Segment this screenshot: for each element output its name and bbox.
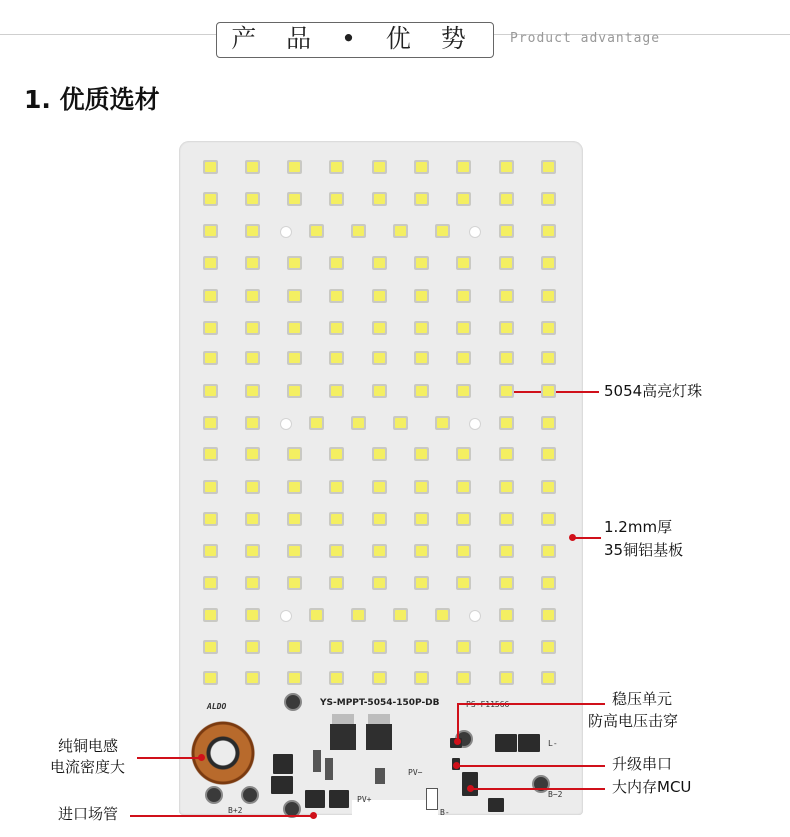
inductor-callout-label-2: 电流密度大	[50, 758, 126, 776]
section-title: 1. 优质选材	[24, 85, 160, 114]
led-chip	[456, 192, 471, 206]
led-chip	[203, 321, 218, 335]
led-chip	[245, 544, 260, 558]
led-chip	[245, 640, 260, 654]
led-chip	[541, 512, 556, 526]
led-chip	[245, 512, 260, 526]
led-chip	[351, 416, 366, 430]
led-chip	[372, 192, 387, 206]
silk-b-minus-label: B-	[440, 808, 450, 817]
led-chip	[203, 256, 218, 270]
led-chip	[245, 384, 260, 398]
header-subtitle: Product advantage	[510, 31, 661, 46]
led-chip	[456, 351, 471, 365]
led-chip	[329, 351, 344, 365]
silk-pv-plus-label: PV+	[357, 795, 372, 804]
mounting-hole	[280, 418, 292, 430]
led-chip	[329, 447, 344, 461]
led-chip	[287, 671, 302, 685]
led-chip	[372, 576, 387, 590]
led-chip	[499, 384, 514, 398]
led-chip	[414, 480, 429, 494]
inductor-callout-line	[137, 757, 201, 759]
led-chip	[435, 608, 450, 622]
led-chip	[203, 351, 218, 365]
mounting-screw	[284, 693, 302, 711]
mounting-hole	[469, 418, 481, 430]
led-chip	[329, 256, 344, 270]
led-chip	[414, 289, 429, 303]
led-chip	[541, 256, 556, 270]
led-chip	[287, 480, 302, 494]
led-chip	[329, 192, 344, 206]
mosfet-chip	[495, 734, 517, 752]
regulator-callout-label-2: 防高电压击穿	[588, 712, 679, 730]
led-chip	[309, 224, 324, 238]
led-chip	[287, 576, 302, 590]
mounting-hole	[469, 610, 481, 622]
led-chip	[414, 640, 429, 654]
led-chip	[203, 576, 218, 590]
silk-b-minus2-label: B−2	[548, 790, 563, 799]
led-chip	[541, 608, 556, 622]
led-chip	[414, 384, 429, 398]
led-chip	[287, 351, 302, 365]
led-chip	[245, 416, 260, 430]
led-chip	[414, 576, 429, 590]
led-chip	[203, 160, 218, 174]
led-chip	[499, 416, 514, 430]
led-chip	[541, 192, 556, 206]
led-chip	[541, 544, 556, 558]
led-chip	[541, 351, 556, 365]
led-callout-label: 5054高亮灯珠	[604, 382, 703, 400]
led-chip	[435, 416, 450, 430]
silk-aldo-label: ALDO	[207, 702, 227, 711]
led-chip	[287, 289, 302, 303]
led-chip	[541, 160, 556, 174]
led-chip	[329, 384, 344, 398]
led-chip	[456, 576, 471, 590]
led-chip	[245, 289, 260, 303]
led-chip	[245, 576, 260, 590]
led-chip	[329, 512, 344, 526]
regulator-callout-line	[457, 703, 605, 705]
led-chip	[287, 192, 302, 206]
mcu-chip	[462, 772, 478, 796]
led-chip	[456, 384, 471, 398]
led-chip	[456, 480, 471, 494]
led-chip	[372, 512, 387, 526]
led-chip	[499, 640, 514, 654]
led-chip	[456, 447, 471, 461]
led-chip	[414, 447, 429, 461]
substrate-callout-label-1: 1.2mm厚	[604, 518, 673, 536]
led-chip	[541, 671, 556, 685]
led-chip	[287, 447, 302, 461]
led-chip	[499, 289, 514, 303]
led-chip	[203, 192, 218, 206]
capacitor	[325, 758, 333, 780]
led-chip	[245, 447, 260, 461]
led-chip	[499, 447, 514, 461]
led-chip	[372, 321, 387, 335]
led-chip	[287, 512, 302, 526]
led-chip	[499, 671, 514, 685]
led-chip	[203, 447, 218, 461]
mounting-screw	[205, 786, 223, 804]
mounting-hole	[469, 226, 481, 238]
led-chip	[414, 351, 429, 365]
mosfet-chip	[488, 798, 504, 812]
led-chip	[203, 512, 218, 526]
led-chip	[287, 640, 302, 654]
mosfet-chip	[273, 754, 293, 774]
mosfet-callout-line	[130, 815, 313, 817]
serial-callout-line	[457, 765, 605, 767]
led-chip	[309, 608, 324, 622]
led-chip	[372, 671, 387, 685]
led-chip	[287, 544, 302, 558]
copper-inductor	[188, 718, 258, 788]
mcu-callout-line	[471, 788, 605, 790]
led-chip	[499, 351, 514, 365]
led-chip	[414, 544, 429, 558]
led-chip	[414, 192, 429, 206]
led-chip	[541, 640, 556, 654]
led-chip	[456, 256, 471, 270]
led-chip	[541, 416, 556, 430]
led-chip	[414, 512, 429, 526]
led-chip	[329, 576, 344, 590]
led-chip	[435, 224, 450, 238]
led-chip	[372, 480, 387, 494]
mcu-callout-label: 大内存MCU	[612, 778, 692, 796]
led-chip	[499, 512, 514, 526]
mosfet-callout-label: 进口场管	[58, 805, 119, 823]
silk-b-plus-label: B+2	[228, 806, 243, 815]
led-chip	[499, 608, 514, 622]
led-chip	[372, 544, 387, 558]
regulator-callout-vline	[457, 703, 459, 741]
led-chip	[499, 544, 514, 558]
led-chip	[203, 671, 218, 685]
silk-l-label: L-	[548, 739, 558, 748]
led-chip	[393, 608, 408, 622]
capacitor	[313, 750, 321, 772]
substrate-callout-label-2: 35铜铝基板	[604, 541, 684, 559]
led-chip	[245, 256, 260, 270]
led-chip	[245, 671, 260, 685]
led-chip	[245, 160, 260, 174]
serial-callout-label: 升级串口	[612, 755, 673, 773]
header-title: 产 品 • 优 势	[231, 24, 477, 53]
led-chip	[541, 224, 556, 238]
capacitor	[375, 768, 385, 784]
mounting-hole	[280, 610, 292, 622]
led-chip	[329, 321, 344, 335]
led-chip	[499, 576, 514, 590]
mosfet-chip	[518, 734, 540, 752]
led-chip	[372, 256, 387, 270]
led-chip	[499, 192, 514, 206]
led-chip	[414, 671, 429, 685]
regulator-callout-label-1: 稳压单元	[612, 690, 673, 708]
inductor-callout-dot	[198, 754, 205, 761]
led-chip	[329, 160, 344, 174]
led-chip	[203, 289, 218, 303]
led-chip	[329, 480, 344, 494]
led-chip	[329, 544, 344, 558]
led-chip	[372, 160, 387, 174]
led-chip	[372, 351, 387, 365]
led-chip	[245, 192, 260, 206]
led-chip	[541, 480, 556, 494]
led-chip	[245, 351, 260, 365]
led-chip	[499, 256, 514, 270]
power-mosfet-chip	[329, 790, 349, 808]
led-chip	[541, 576, 556, 590]
led-chip	[414, 256, 429, 270]
led-chip	[287, 384, 302, 398]
led-chip	[499, 321, 514, 335]
led-chip	[351, 224, 366, 238]
led-chip	[287, 321, 302, 335]
led-chip	[456, 160, 471, 174]
led-chip	[541, 321, 556, 335]
led-chip	[541, 384, 556, 398]
power-mosfet-chip	[305, 790, 325, 808]
led-chip	[245, 224, 260, 238]
led-chip	[456, 640, 471, 654]
led-chip	[203, 544, 218, 558]
led-chip	[456, 512, 471, 526]
led-chip	[372, 447, 387, 461]
mounting-screw	[241, 786, 259, 804]
led-chip	[329, 640, 344, 654]
inductor-callout-label-1: 纯铜电感	[58, 737, 119, 755]
led-chip	[287, 160, 302, 174]
mosfet-chip	[330, 724, 356, 750]
led-chip	[351, 608, 366, 622]
mounting-hole	[280, 226, 292, 238]
led-chip	[456, 321, 471, 335]
led-chip	[456, 544, 471, 558]
led-chip	[414, 160, 429, 174]
led-chip	[456, 289, 471, 303]
header-line-left	[0, 34, 216, 35]
led-chip	[245, 321, 260, 335]
resistor	[426, 788, 438, 810]
pcb-model-label: YS-MPPT-5054-150P-DB	[320, 698, 440, 708]
mosfet-chip	[271, 776, 293, 794]
regulator-callout-dot	[454, 738, 461, 745]
mosfet-callout-dot	[310, 812, 317, 819]
led-chip	[329, 289, 344, 303]
led-chip	[203, 384, 218, 398]
led-chip	[309, 416, 324, 430]
substrate-callout-line	[573, 537, 601, 539]
silk-pv-minus-label: PV−	[408, 768, 423, 777]
led-chip	[499, 224, 514, 238]
led-chip	[456, 671, 471, 685]
led-chip	[287, 256, 302, 270]
led-chip	[393, 224, 408, 238]
led-chip	[203, 640, 218, 654]
led-chip	[499, 160, 514, 174]
led-chip	[541, 447, 556, 461]
led-chip	[203, 416, 218, 430]
led-chip	[203, 224, 218, 238]
led-chip	[414, 321, 429, 335]
led-chip	[372, 384, 387, 398]
led-chip	[329, 671, 344, 685]
led-chip	[372, 289, 387, 303]
led-chip	[203, 608, 218, 622]
mosfet-chip	[366, 724, 392, 750]
led-chip	[203, 480, 218, 494]
led-chip	[499, 480, 514, 494]
led-chip	[541, 289, 556, 303]
led-chip	[372, 640, 387, 654]
led-chip	[245, 608, 260, 622]
led-chip	[245, 480, 260, 494]
led-chip	[393, 416, 408, 430]
